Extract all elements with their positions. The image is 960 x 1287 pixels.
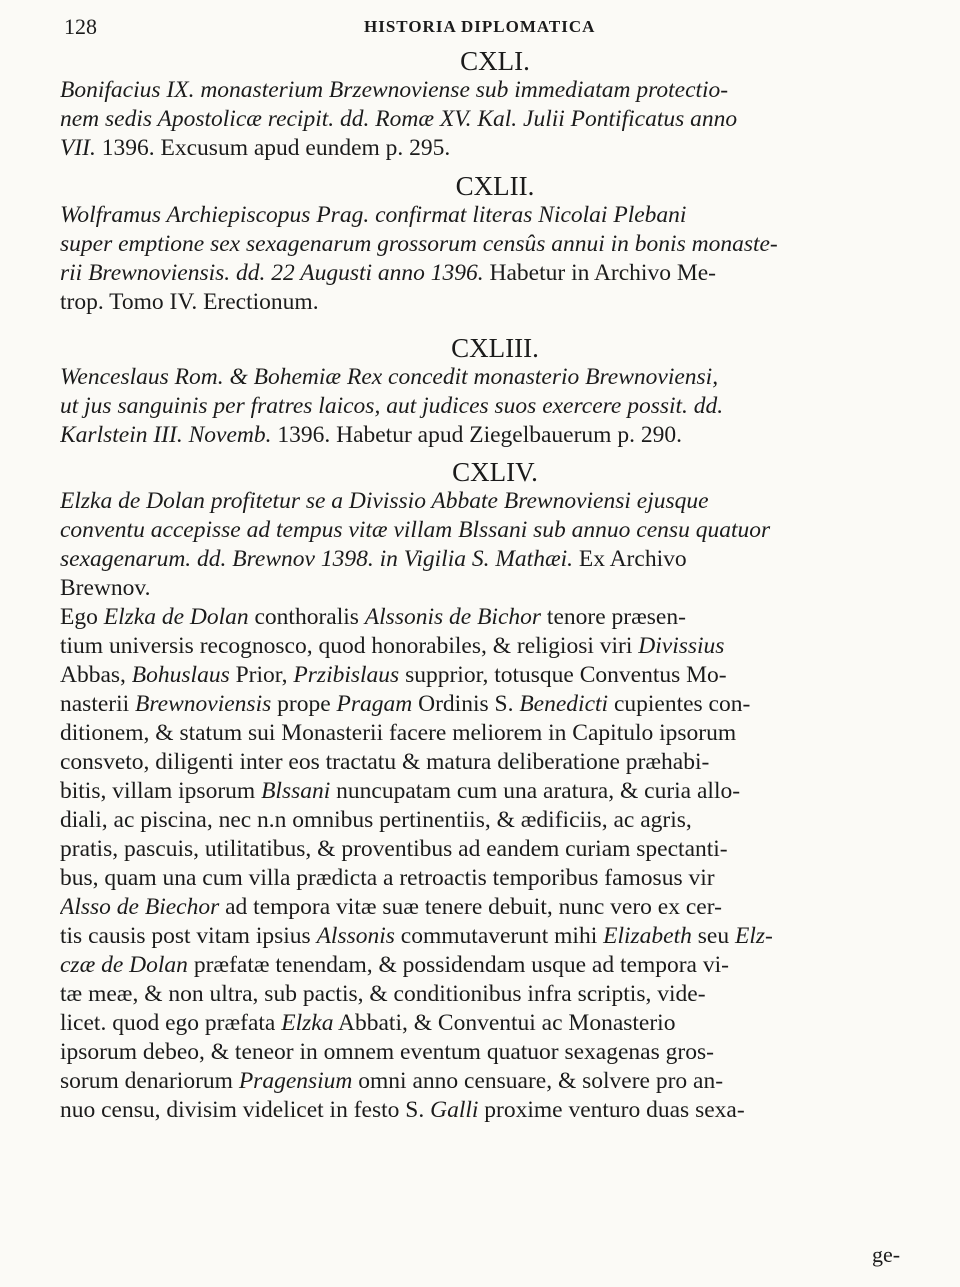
italic-text: Wenceslaus Rom. & Bohemiæ Rex concedit monasterio Brewnoviensi,	[60, 364, 719, 390]
roman-text: ad tempora vitæ suæ tenere debuit, nunc vero ex cer-	[219, 894, 722, 920]
document-cxlii	[60, 171, 930, 317]
document-number: CXLIV.	[452, 457, 538, 487]
document-cxliv	[60, 457, 930, 1125]
text-line	[60, 259, 930, 288]
roman-text: Habetur in Archivo Me-	[489, 260, 716, 286]
text-line	[60, 201, 930, 230]
roman-text: bus, quam una cum villa prædicta a retroactis temporibus famosus vir	[60, 865, 715, 891]
text-line	[60, 632, 930, 661]
roman-text: prope	[271, 691, 337, 717]
roman-text: licet. quod ego præfata	[60, 1010, 282, 1036]
text-line	[60, 134, 930, 163]
roman-text: cupientes con-	[608, 691, 751, 717]
text-line	[60, 1067, 930, 1096]
roman-text: pratis, pascuis, utilitatibus, & proventibus ad eandem curiam spectanti-	[60, 836, 728, 862]
running-title: HISTORIA DIPLOMATICA	[364, 17, 596, 36]
text-line	[60, 363, 930, 392]
text-line	[60, 603, 930, 632]
italic-text: Brewnoviensis	[135, 691, 272, 717]
text-line	[60, 516, 930, 545]
italic-text: Elzka de Dolan profitetur se a Divissio Abbate Brewnoviensi ejusque	[60, 488, 709, 514]
roman-text: commutaverunt mihi	[394, 923, 604, 949]
document-number: CXLI.	[460, 46, 530, 76]
roman-text: tenore præsen-	[541, 604, 686, 630]
text-line	[60, 719, 930, 748]
text-line	[60, 1038, 930, 1067]
roman-text: ditionem, & statum sui Monasterii facere meliorem in Capitulo ipsorum	[60, 720, 737, 746]
roman-text: seu	[691, 923, 735, 949]
roman-text: omni anno censuare, & solvere pro an-	[352, 1068, 724, 1094]
document-cxliii	[60, 333, 930, 450]
italic-text: Bonifacius IX. monasterium Brzewnoviense sub immediatam protectio-	[60, 77, 729, 103]
italic-text: Karlstein III. Novemb.	[60, 422, 278, 448]
document-cxli	[60, 46, 930, 163]
italic-text: Przibislaus	[293, 662, 400, 688]
italic-text: czæ de Dolan	[60, 952, 188, 978]
roman-text: Abbas,	[60, 662, 132, 688]
document-number: CXLIII.	[451, 333, 539, 363]
text-line	[60, 777, 930, 806]
text-line	[60, 951, 930, 980]
italic-text: ut jus sanguinis per fratres laicos, aut judices suos exercere possit. dd.	[60, 393, 724, 419]
roman-text: trop. Tomo IV. Erectionum.	[60, 289, 319, 315]
roman-text: diali, ac piscina, nec n.n omnibus pertinentiis, & ædificiis, ac agris,	[60, 807, 692, 833]
roman-text: nuo censu, divisim videlicet in festo S.	[60, 1097, 431, 1123]
document-number: CXLII.	[455, 171, 535, 201]
text-line	[60, 864, 930, 893]
text-line	[60, 893, 930, 922]
italic-text: Wolframus Archiepiscopus Prag. confirmat literas Nicolai Plebani	[60, 202, 687, 228]
roman-text: Brewnov.	[60, 575, 151, 601]
italic-text: VII.	[60, 135, 102, 161]
italic-text: Divissius	[638, 633, 725, 659]
italic-text: conventu accepisse ad tempus vitæ villam Blssani sub annuo censu quatuor	[60, 517, 771, 543]
roman-text: Abbati, & Conventui ac Monasterio	[333, 1010, 676, 1036]
catchword: ge-	[872, 1242, 901, 1267]
roman-text: supprior, totusque Conventus Mo-	[399, 662, 727, 688]
roman-text: tis causis post vitam ipsius	[60, 923, 317, 949]
roman-text: Ordinis S.	[412, 691, 520, 717]
roman-text: nuncupatam cum una aratura, & curia allo-	[330, 778, 741, 804]
text-line	[60, 980, 930, 1009]
text-line	[60, 421, 930, 450]
italic-text: Galli	[430, 1097, 479, 1123]
italic-text: Blssani	[261, 778, 331, 804]
roman-text: Ex Archivo	[578, 546, 687, 572]
roman-text: proxime venturo duas sexa-	[478, 1097, 745, 1123]
roman-text: Ego	[60, 604, 104, 630]
text-line	[60, 661, 930, 690]
roman-text: conthoralis	[248, 604, 365, 630]
italic-text: Elizabeth	[603, 923, 692, 949]
roman-text: tium universis recognosco, quod honorabiles, & religiosi viri	[60, 633, 639, 659]
italic-text: Bohuslaus	[131, 662, 230, 688]
text-line	[60, 545, 930, 574]
text-line	[60, 105, 930, 134]
italic-text: Alssonis	[316, 923, 395, 949]
text-line	[60, 690, 930, 719]
text-line	[60, 288, 930, 317]
roman-text: 1396. Habetur apud Ziegelbauerum p. 290.	[277, 422, 682, 448]
roman-text: consveto, diligenti inter eos tractatu & matura deliberatione præhabi-	[60, 749, 710, 775]
italic-text: Pragensium	[238, 1068, 353, 1094]
text-line	[60, 574, 930, 603]
text-line	[60, 748, 930, 777]
text-line	[60, 392, 930, 421]
roman-text: præfatæ tenendam, & possidendam usque ad tempora vi-	[187, 952, 729, 978]
text-line	[60, 835, 930, 864]
roman-text: tæ meæ, & non ultra, sub pactis, & conditionibus infra scriptis, vide-	[60, 981, 706, 1007]
page-header	[64, 14, 934, 44]
italic-text: rii Brewnoviensis. dd. 22 Augusti anno 1396.	[60, 260, 490, 286]
roman-text: ipsorum debeo, & teneor in omnem eventum quatuor sexagenas gros-	[60, 1039, 714, 1065]
text-line	[60, 1096, 930, 1125]
text-line	[60, 1009, 930, 1038]
italic-text: super emptione sex sexagenarum grossorum censûs annui in bonis monaste-	[60, 231, 778, 257]
text-line	[60, 76, 930, 105]
roman-text: nasterii	[60, 691, 136, 717]
text-line	[60, 922, 930, 951]
italic-text: Alsso de Biechor	[60, 894, 220, 920]
italic-text: Elzka	[281, 1010, 334, 1036]
text-line	[60, 230, 930, 259]
italic-text: nem sedis Apostolicæ recipit. dd. Romæ XV. Kal. Julii Pontificatus anno	[60, 106, 738, 132]
page-number: 128	[64, 14, 97, 39]
italic-text: Pragam	[336, 691, 413, 717]
italic-text: Benedicti	[519, 691, 609, 717]
roman-text: 1396. Excusum apud eundem p. 295.	[101, 135, 451, 161]
roman-text: bitis, villam ipsorum	[60, 778, 262, 804]
text-line	[60, 487, 930, 516]
roman-text: sorum denariorum	[60, 1068, 239, 1094]
text-line	[60, 806, 930, 835]
italic-text: sexagenarum. dd. Brewnov 1398. in Vigilia S. Mathæi.	[60, 546, 579, 572]
roman-text: Prior,	[229, 662, 294, 688]
italic-text: Elzka de Dolan	[103, 604, 249, 630]
italic-text: Alssonis de Bichor	[364, 604, 542, 630]
italic-text: Elz-	[734, 923, 773, 949]
